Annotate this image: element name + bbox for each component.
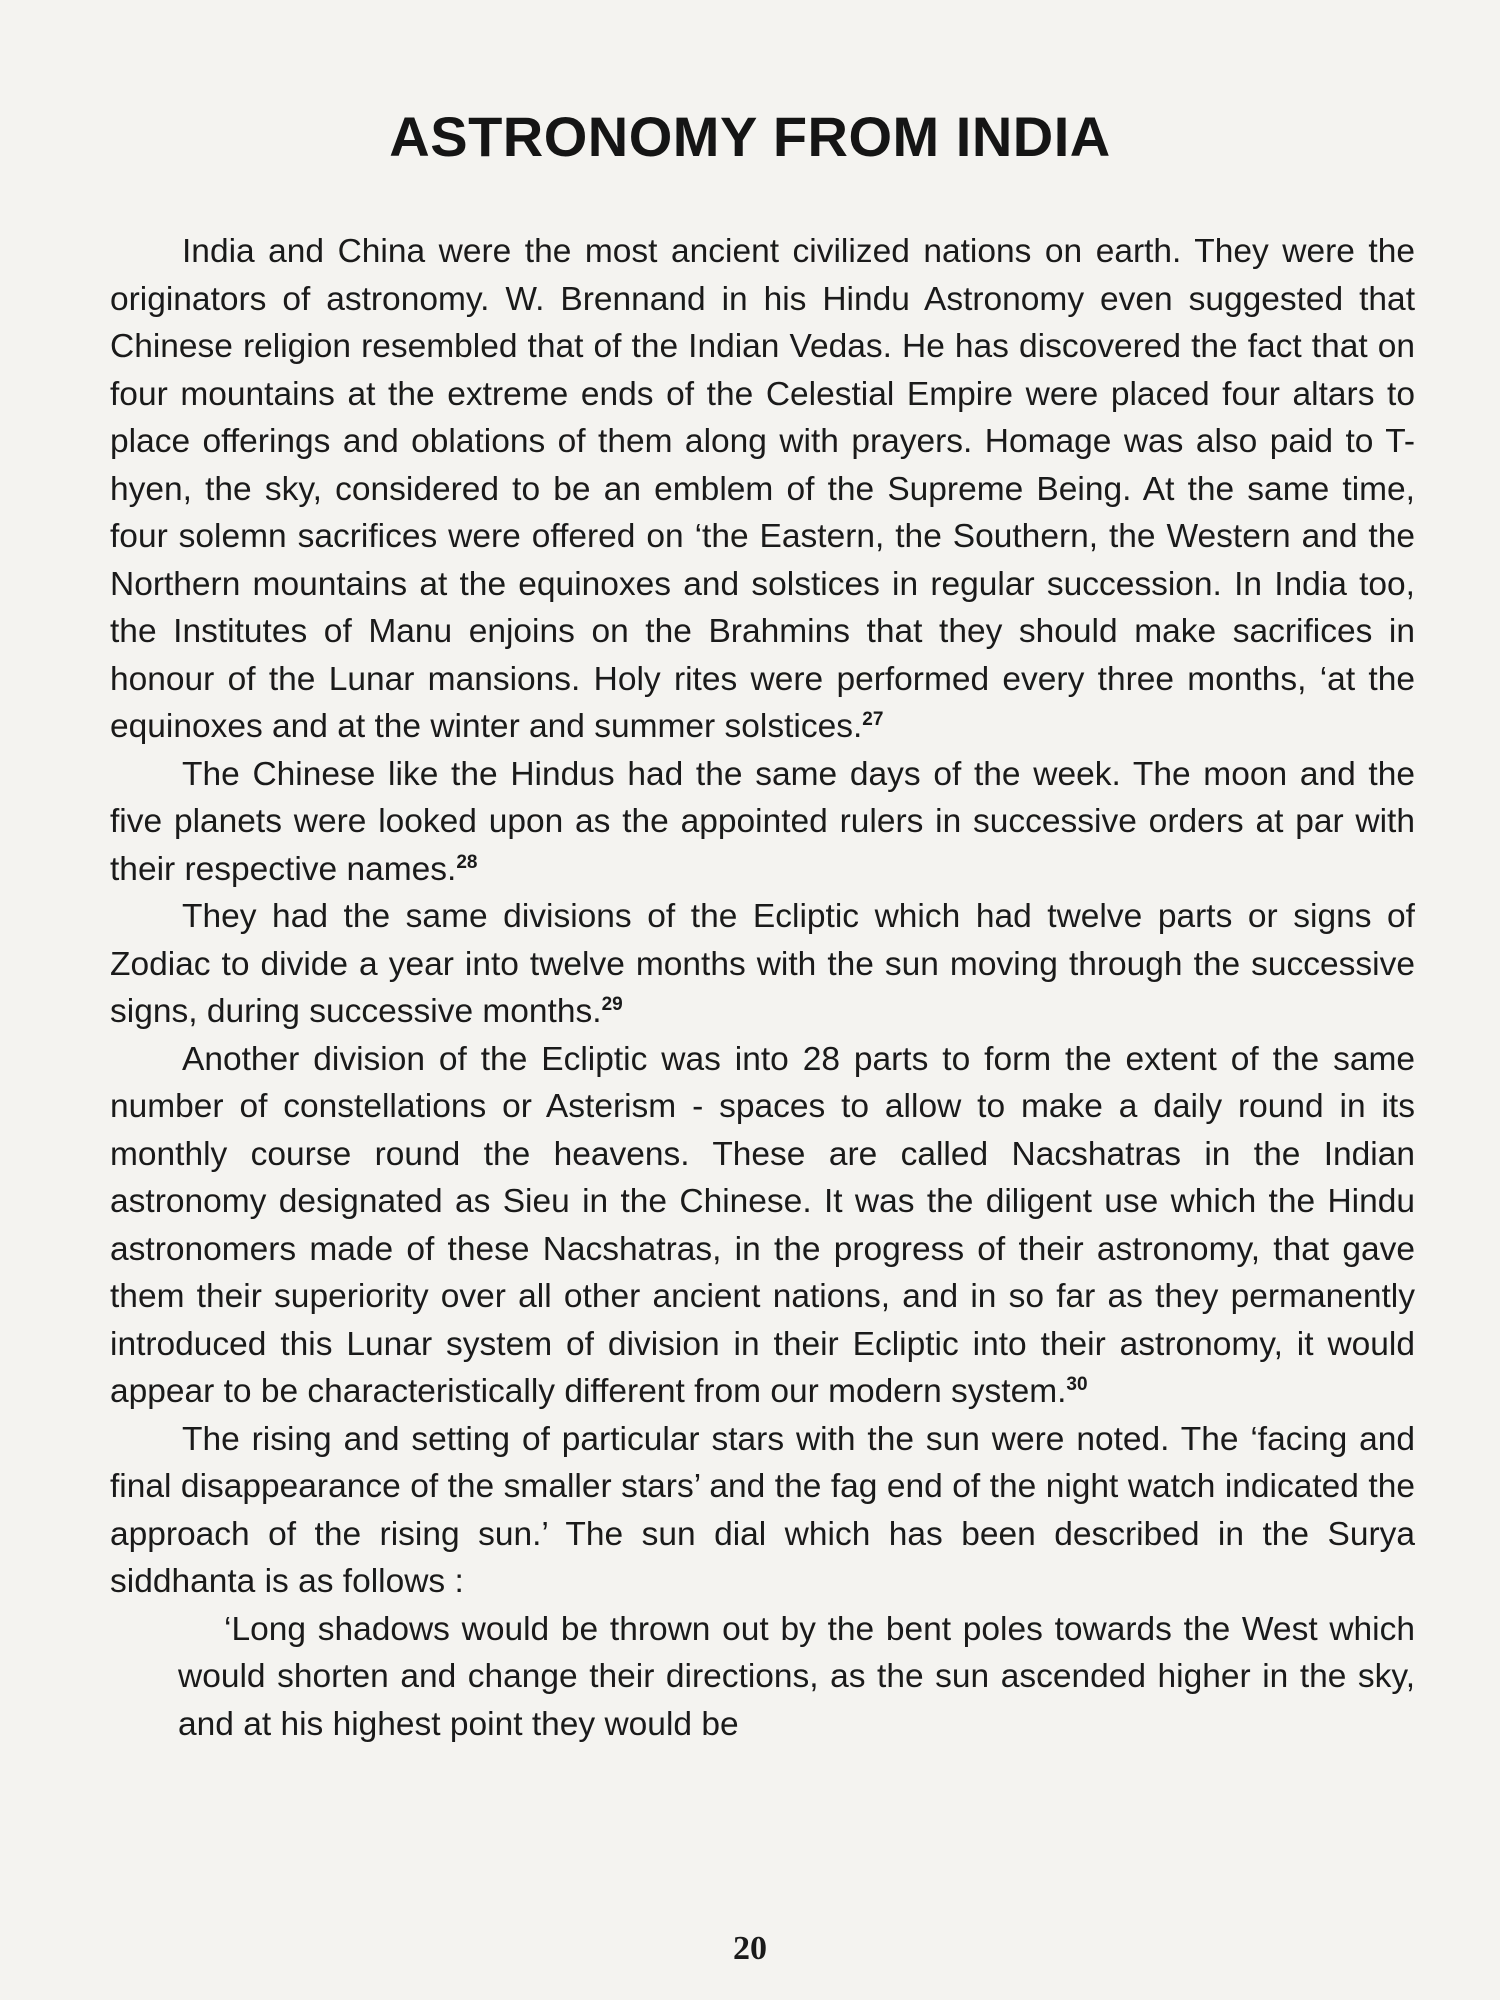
- paragraph-2-text: The Chinese like the Hindus had the same days of the week. The moon and the five planets were looked upon as the appointed rulers in successive orders at par with their respective names.: [110, 755, 1415, 888]
- paragraph-1-text: India and China were the most ancient civilized nations on earth. They were the originators of astronomy. W. Brennand in his Hindu Astronomy even suggested that Chinese religion resembled that of the Indian Vedas. He has discovered the fact that on four mountains at the extreme ends of the Celestial Empire were placed four altars to place offerings and oblations of them along with prayers. Homage was also paid to T-hyen, the sky, considered to be an emblem of the Supreme Being. At the same time, four solemn sacrifices were offered on ‘the Eastern, the Southern, the Western and the Northern mountains at the equinoxes and solstices in regular succession. In India too, the Institutes of Manu enjoins on the Brahmins that they should make sacrifices in honour of the Lunar mansions. Holy rites were performed every three months, ‘at the equinoxes and at the winter and summer solstices.: [110, 233, 1415, 745]
- footnote-ref-29: 29: [601, 993, 623, 1015]
- paragraph-5-text: The rising and setting of particular stars with the sun were noted. The ‘facing and final disappearance of the smaller stars’ and the fag end of the night watch indicated the approach of the rising sun.’ The sun dial which has been described in the Surya siddhanta is as follows :: [110, 1420, 1415, 1600]
- body-text: [110, 228, 1415, 1748]
- page-number: 20: [733, 1930, 767, 1967]
- paragraph-4-text: Another division of the Ecliptic was into 28 parts to form the extent of the same number of constellations or Asterism - spaces to allow to make a daily round in its monthly course round the heavens. These are called Nacshatras in the Indian astronomy designated as Sieu in the Chinese. It was the diligent use which the Hindu astronomers made of these Nacshatras, in the progress of their astronomy, that gave them their superiority over all other ancient nations, and in so far as they permanently introduced this Lunar system of division in their Ecliptic into their astronomy, it would appear to be characteristically different from our modern system.: [110, 1040, 1415, 1410]
- footnote-ref-27: 27: [862, 708, 884, 730]
- footnote-ref-28: 28: [456, 851, 478, 873]
- paragraph-2: [110, 751, 1415, 894]
- paragraph-1: [110, 228, 1415, 751]
- paragraph-3-text: They had the same divisions of the Ecliptic which had twelve parts or signs of Zodiac to divide a year into twelve months with the sun moving through the successive signs, during successive months.: [110, 898, 1415, 1030]
- quote-paragraph: [178, 1606, 1415, 1749]
- footnote-ref-30: 30: [1066, 1373, 1088, 1395]
- paragraph-3: [110, 893, 1415, 1036]
- paragraph-5: [110, 1416, 1415, 1606]
- quote-text: ‘Long shadows would be thrown out by the bent poles towards the West which would shorten and change their directions, as the sun ascended higher in the sky, and at his highest point they would be: [178, 1610, 1415, 1743]
- paragraph-4: [110, 1036, 1415, 1416]
- page-title: ASTRONOMY FROM INDIA: [389, 105, 1111, 168]
